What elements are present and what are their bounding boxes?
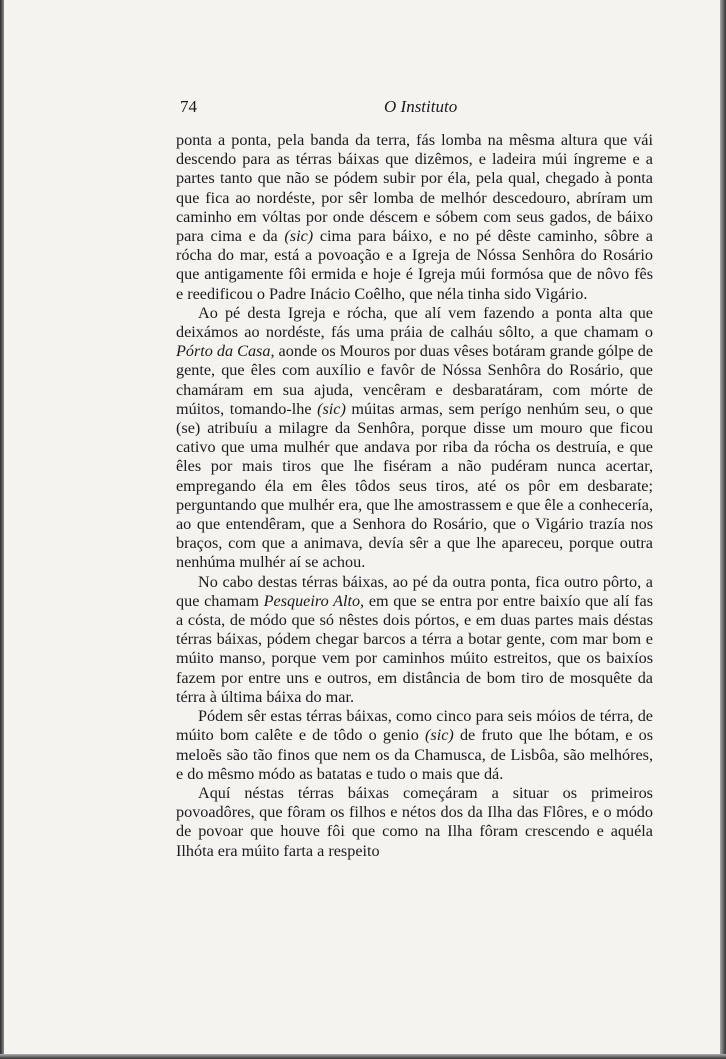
page-edge-bottom: [0, 1054, 726, 1059]
paragraph: [176, 304, 653, 573]
paragraph: [176, 784, 653, 861]
page-number: 74: [180, 97, 197, 116]
text-run: No cabo destas térras báixas, ao pé da outra ponta, fica outro pôrto, a que chamam: [176, 572, 653, 610]
text-run: cima para báixo, e no pé dêste caminho, sôbre a rócha do mar, está a povoação e a Igreja de Nóssa Senhôra do Rosário que antigamente fôi ermida e hoje é Igreja múi formósa que de nôvo fês e reedificou o Padre Inácio Coêlho, que néla tinha sido Vigário.: [176, 227, 653, 303]
text-run-italic: (sic): [284, 227, 314, 246]
page-edge-right: [720, 0, 726, 1059]
text-run: aonde os Mouros por duas vêses botáram grande gólpe de gente, que êles com auxílio e favôr de Nóssa Senhôra do Rosário, que chamáram em sua ajuda, vencêram e desbaratáram, com mórte de múitos, tomando-lhe: [176, 342, 654, 418]
text-run-italic: Pórto da Casa,: [176, 342, 275, 361]
text-run: ponta a ponta, pela banda da terra, fás lomba na mêsma altura que vái descendo para as térras báixas que dizêmos, e ladeira múi íngreme e a partes tanto que não se pódem subir por éla, pela qual, chegado à ponta que fica ao nordéste, por sêr lomba de melhór descedouro, abríram um caminho em vóltas por onde déscem e sóbem com seus gados, de báixo para cima e da: [176, 131, 653, 246]
text-run-italic: (sic): [425, 726, 454, 745]
text-run: Pódem sêr estas térras báixas, como cinco para seis móios de térra, de múito bom calête e de tôdo o genio: [176, 707, 653, 745]
paragraph: [176, 707, 653, 784]
page-edge-left: [0, 0, 4, 1059]
running-title: O Instituto: [384, 97, 458, 116]
text-run: em que se entra por entre baixío que alí fas a cósta, de módo que só nêstes dois pórtos, e em duas partes mais déstas térras báixas, pódem chegar barcos a térra a botar gente, com mar bom e múito manso, porque vem por caminhos múito estreitos, que os baixíos fazem por entre uns e outros, em distância de bom tiro de mosquête da térra à última báixa do mar.: [176, 591, 654, 706]
body-text: [176, 131, 653, 861]
paragraph: [176, 573, 653, 707]
text-run: de fruto que lhe bótam, e os meloẽs são tão finos que nem os da Chamusca, de Lisbôa, são melhóres, e do mêsmo módo as batatas e tudo o mais que dá.: [176, 726, 653, 783]
page-header: [176, 97, 652, 119]
paragraph: [176, 131, 653, 304]
text-run: múitas armas, sem perígo nenhúm seu, o que (se) atribuíu a milagre da Senhôra, porque disse um mouro que ficou cativo que uma mulhér que andava por riba da rócha os destruía, e que êles por mais tiros que lhe fiséram a não pudéram nunca acertar, empregando éla em êles tôdos seus tiros, até os pôr em desbarate; perguntando que mulhér era, que lhe amostrassem e que êle a conhecería, ao que entendêram, que a Senhora do Rosário, que o Vigário trazía nos braços, com que a animava, devía sêr a que lhe apareceu, porque outra nenhúma mulhér aí se achou.: [176, 399, 653, 572]
text-run: Aquí néstas térras báixas começáram a situar os primeiros povoadôres, que fôram os filhos e nétos dos da Ilha das Flôres, e o módo de povoar que houve fôi que como na Ilha fôram crescendo e aquéla Ilhóta era múito farta a respeito: [176, 783, 653, 860]
text-run: Ao pé desta Igreja e rócha, que alí vem fazendo a ponta alta que deixámos ao nordéste, fás uma práia de calháu sôlto, a que chamam o: [176, 303, 653, 342]
text-run-italic: Pesqueiro Alto,: [263, 591, 365, 610]
text-run-italic: (sic): [317, 399, 346, 418]
